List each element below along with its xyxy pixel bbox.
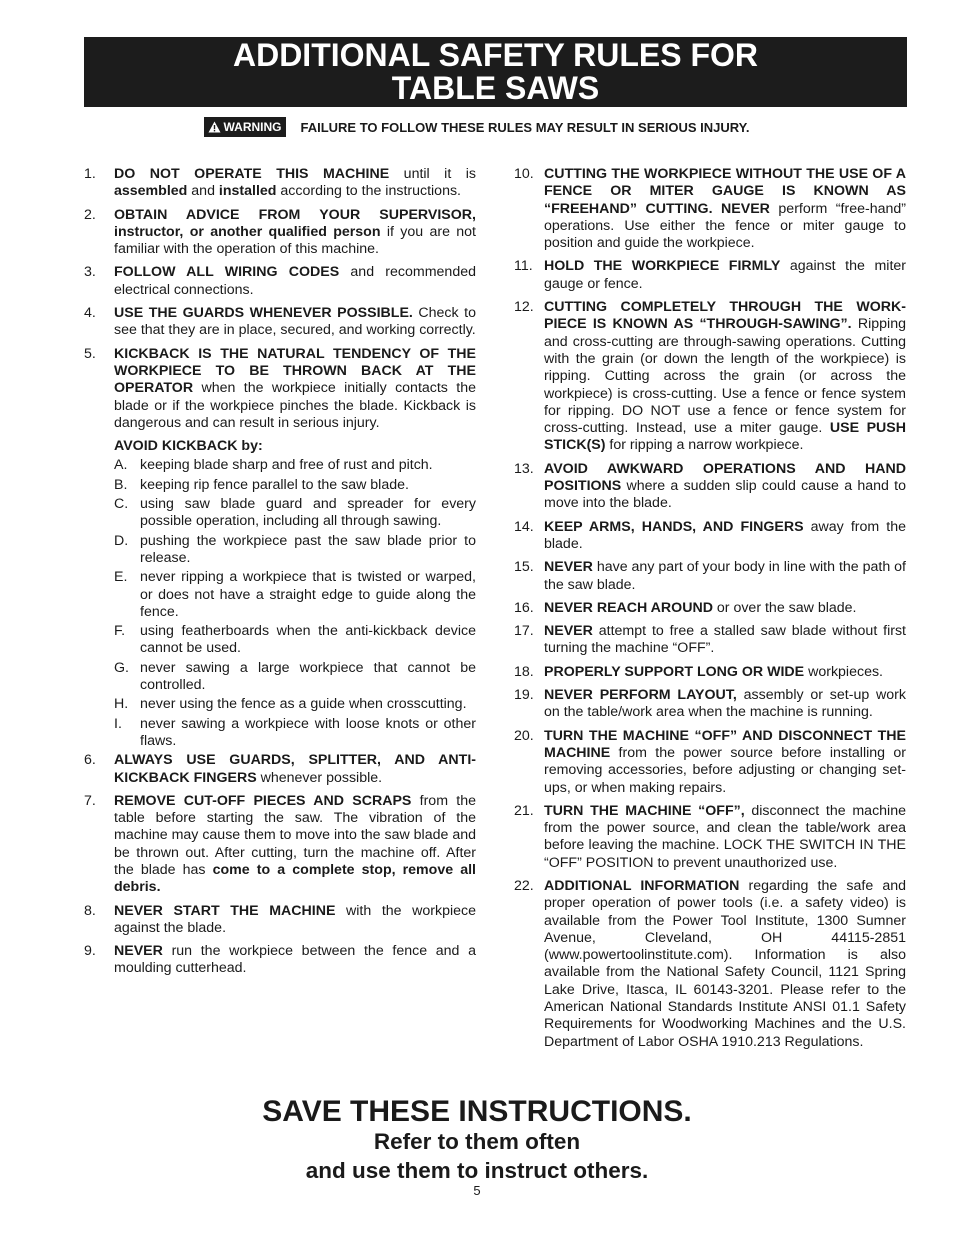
- rule-text-bold: NEVER: [114, 943, 163, 960]
- rule-number: 20.: [514, 727, 534, 744]
- rule-text-bold: assembled: [114, 183, 188, 200]
- rule-item: [514, 623, 906, 658]
- page-title-line-1: ADDITIONAL SAFETY RULES FOR: [232, 37, 759, 73]
- rule-number: 5.: [84, 345, 96, 362]
- rule-number: 6.: [84, 752, 96, 769]
- rule-number: 19.: [514, 687, 534, 704]
- rule-text: Ripping and cross-cutting are through-sawing operations. Cutting with the grain (or down the length of the workpiece) is ripping. Cutting across the grain (or across the workpiece) is cross-cutting. Use a fence or fence system for ripping. DO NOT use a fence or fence system for cross-cutting. Instead, use a miter gauge.: [544, 316, 906, 437]
- rule-number: 7.: [84, 792, 96, 809]
- rules-column-left: [84, 166, 476, 984]
- rule-text-bold: NEVER REACH AROUND: [544, 599, 713, 616]
- rule-number: 3.: [84, 264, 96, 281]
- rule-text-bold: NEVER: [544, 559, 593, 576]
- rule-item: [84, 346, 476, 432]
- save-instructions-line-3: and use them to instruct others.: [305, 1158, 649, 1183]
- rule-number: 4.: [84, 305, 96, 322]
- rule-text-bold: FOLLOW ALL WIRING CODES: [114, 264, 340, 281]
- rule-text: from the table before starting the saw. The vibration of the machine may cause them to move into the saw blade and be thrown out. After cutting, turn the machine off. After the blade has: [114, 792, 476, 878]
- rule-number: 11.: [514, 258, 533, 275]
- rule-text: have any part of your body in line with the path of the saw blade.: [544, 559, 906, 593]
- page-number: 5: [473, 1183, 481, 1198]
- rule-item: [84, 793, 476, 897]
- rule-text: disconnect the machine from the power source, and clean the table/work area before leaving the machine. LOCK THE SWITCH IN THE “OFF” POSITION to prevent unauthorized use.: [544, 802, 906, 871]
- rule-item: [514, 519, 906, 554]
- rule-number: 22.: [514, 877, 534, 894]
- rule-text-bold: USE THE GUARDS WHENEVER POSSIBLE.: [114, 305, 413, 322]
- kickback-item-text: never using the fence as a guide when crosscutting.: [140, 696, 467, 713]
- rule-number: 8.: [84, 902, 96, 919]
- rule-item: [84, 264, 476, 299]
- rule-text-bold: ADDITIONAL INFORMATION: [544, 877, 740, 894]
- rule-text: if you are not familiar with the operation of this machine.: [114, 223, 477, 258]
- rule-text: according to the instructions.: [276, 183, 462, 200]
- kickback-item: [84, 623, 476, 658]
- kickback-item-letter: D.: [114, 532, 129, 549]
- kickback-item-letter: C.: [114, 496, 129, 513]
- rule-number: 1.: [84, 166, 96, 182]
- save-instructions-line-2: Refer to them often: [373, 1129, 581, 1154]
- rule-number: 16.: [514, 599, 534, 616]
- kickback-item: [84, 696, 476, 713]
- rule-text-bold: TURN THE MACHINE “OFF”,: [544, 802, 745, 819]
- kickback-item: [84, 533, 476, 568]
- rule-text-bold: come to a complete stop, remove all debris.: [114, 861, 476, 896]
- rule-text-bold: KEEP ARMS, HANDS, AND FINGERS: [544, 518, 804, 535]
- rule-item: [84, 166, 476, 201]
- rule-item: [514, 559, 906, 594]
- rule-item: [514, 728, 906, 797]
- kickback-item-letter: H.: [114, 696, 129, 713]
- kickback-item-letter: G.: [114, 659, 129, 676]
- warning-row: [0, 116, 954, 138]
- rule-text: away from the blade.: [544, 518, 906, 552]
- rule-text: where a sudden slip could cause a hand to move into the blade.: [544, 478, 906, 512]
- kickback-item-text: never sawing a large workpiece that cannot be controlled.: [140, 659, 476, 694]
- rule-number: 9.: [84, 943, 96, 960]
- rule-item: [84, 752, 476, 787]
- rule-text: perform “free-hand” operations. Use either the fence or miter gauge to position and guide the workpiece.: [544, 200, 906, 252]
- rule-item: [514, 600, 906, 617]
- rule-number: 18.: [514, 663, 534, 680]
- kickback-item: [84, 660, 476, 695]
- rule-item: [84, 305, 476, 340]
- rule-text-bold: CUTTING COMPLETELY THROUGH THE WORK-PIECE IS KNOWN AS “THROUGH-SAWING”.: [544, 299, 906, 333]
- kickback-item-text: using featherboards when the anti-kickback device cannot be used.: [140, 623, 476, 657]
- rule-text: or over the saw blade.: [712, 599, 857, 616]
- rule-text-bold: DO NOT OPERATE THIS MACHINE: [114, 166, 390, 182]
- kickback-item: [84, 716, 476, 751]
- kickback-item-text: using saw blade guard and spreader for every possible operation, including all through sawing.: [140, 496, 476, 530]
- rule-item: [514, 461, 906, 513]
- rule-text-bold: OBTAIN ADVICE FROM YOUR SUPERVISOR, instructor, or another qualified person: [114, 206, 476, 240]
- rule-text: whenever possible.: [256, 769, 383, 786]
- warning-text: FAILURE TO FOLLOW THESE RULES MAY RESULT IN SERIOUS INJURY.: [300, 119, 750, 135]
- kickback-item-text: keeping blade sharp and free of rust and pitch.: [140, 457, 433, 474]
- kickback-item-text: keeping rip fence parallel to the saw blade.: [140, 476, 409, 493]
- rule-text-bold: PROPERLY SUPPORT LONG OR WIDE: [544, 663, 805, 680]
- kickback-item: [84, 569, 476, 621]
- rule-number: 13.: [514, 460, 534, 477]
- warning-badge: [204, 117, 286, 137]
- kickback-item-letter: I.: [114, 715, 122, 732]
- rule-item: [514, 803, 906, 872]
- rule-item: [514, 299, 906, 455]
- rule-text-bold: AVOID AWKWARD OPERATIONS AND HAND POSITIONS: [544, 460, 906, 495]
- rule-text: against the miter gauge or fence.: [544, 258, 906, 292]
- kickback-item-text: never ripping a workpiece that is twisted or warped, or does not have a straight edge to guide along the fence.: [140, 569, 476, 620]
- kickback-item: [84, 477, 476, 494]
- rule-text: attempt to free a stalled saw blade without first turning the machine “OFF”.: [544, 623, 906, 657]
- rule-text: workpieces.: [804, 663, 883, 680]
- rule-text-bold: TURN THE MACHINE “OFF” AND DISCONNECT THE MACHINE: [544, 727, 906, 761]
- rule-number: 2.: [84, 206, 96, 223]
- page-title-banner: [84, 37, 907, 107]
- rule-item: [514, 166, 906, 252]
- rule-item: [84, 903, 476, 938]
- kickback-subtitle: AVOID KICKBACK by:: [114, 438, 263, 455]
- rule-text: when the workpiece initially contacts the blade or if the workpiece pinches the blade. Kickback is dangerous and can result in serious injury.: [114, 380, 476, 431]
- rule-text: for ripping a narrow workpiece.: [605, 437, 804, 454]
- rule-text-bold: HOLD THE WORKPIECE FIRMLY: [544, 258, 781, 275]
- rule-text-bold: ALWAYS USE GUARDS, SPLITTER, AND ANTI-KICKBACK FINGERS: [114, 752, 476, 786]
- rule-number: 12.: [514, 299, 534, 316]
- rule-text: regarding the safe and proper operation of power tools (i.e. a safety video) is available from the Power Tool Institute, 1300 Sumner Avenue, Cleveland, OH 44115-2851 (www.powertoolinstitute.com). Information is also available from the National Safety Council, 1121 Spring Lake Drive, Itasca, IL 60143-3201. Please refer to the American National Standards Institute ANSI 01.1 Safety Requirements for Woodworking Machines and the U.S. Department of Labor OSHA 1910.213 Regulations.: [544, 877, 906, 1050]
- warning-badge-label: WARNING: [223, 120, 282, 134]
- rule-number: 17.: [514, 623, 534, 640]
- kickback-item-letter: A.: [114, 457, 128, 474]
- rule-text-bold: USE PUSH STICK(S): [544, 420, 907, 454]
- rules-column-right: [514, 166, 906, 1057]
- rule-text-bold: REMOVE CUT-OFF PIECES AND SCRAPS: [114, 792, 412, 809]
- rule-text: from the power source before installing or removing accessories, before adjusting or changing set-ups, or when making repairs.: [544, 744, 906, 796]
- rule-text-bold: CUTTING THE WORKPIECE WITHOUT THE USE OF A FENCE OR MITER GAUGE IS KNOWN AS “FREEHAND” CUTTING. NEVER: [544, 166, 906, 217]
- rule-text-bold: NEVER: [544, 623, 593, 640]
- kickback-item: [84, 496, 476, 531]
- rule-text-bold: KICKBACK IS THE NATURAL TENDENCY OF THE WORKPIECE TO BE THROWN BACK AT THE OPERATOR: [114, 345, 476, 397]
- rule-number: 10.: [514, 166, 534, 182]
- rule-text-bold: NEVER START THE MACHINE: [114, 902, 336, 919]
- rule-item: [514, 687, 906, 722]
- rule-number: 15.: [514, 559, 534, 576]
- kickback-item-letter: E.: [114, 569, 128, 586]
- rule-text: Check to see that they are in place, secured, and working correctly.: [114, 305, 476, 339]
- rule-text: and recommended electrical connections.: [114, 264, 476, 298]
- rule-text-bold: NEVER PERFORM LAYOUT,: [544, 687, 737, 704]
- save-instructions-heading: SAVE THESE INSTRUCTIONS.: [262, 1095, 692, 1128]
- rule-number: 21.: [514, 802, 534, 819]
- rule-text: until it is: [389, 166, 477, 182]
- rule-item: [84, 207, 476, 259]
- kickback-item-letter: F.: [114, 623, 126, 640]
- rule-text: assembly or set-up work on the table/work area when the machine is running.: [544, 687, 906, 721]
- rule-number: 14.: [514, 518, 534, 535]
- rule-text: and: [187, 183, 219, 200]
- page-title-line-2: TABLE SAWS: [391, 70, 600, 106]
- rule-item: [514, 664, 906, 681]
- rule-item: [514, 258, 906, 293]
- rule-item: [514, 878, 906, 1051]
- kickback-item-text: pushing the workpiece past the saw blade prior to release.: [140, 532, 476, 566]
- kickback-item-text: never sawing a workpiece with loose knots or other flaws.: [140, 715, 476, 749]
- rule-text-bold: installed: [218, 183, 277, 200]
- warning-triangle-icon: [208, 121, 221, 133]
- kickback-item: [84, 457, 476, 474]
- rule-item: [84, 943, 476, 978]
- kickback-item-letter: B.: [114, 476, 128, 493]
- rule-text: with the workpiece against the blade.: [114, 902, 476, 936]
- rule-text: run the workpiece between the fence and a moulding cutterhead.: [114, 943, 476, 977]
